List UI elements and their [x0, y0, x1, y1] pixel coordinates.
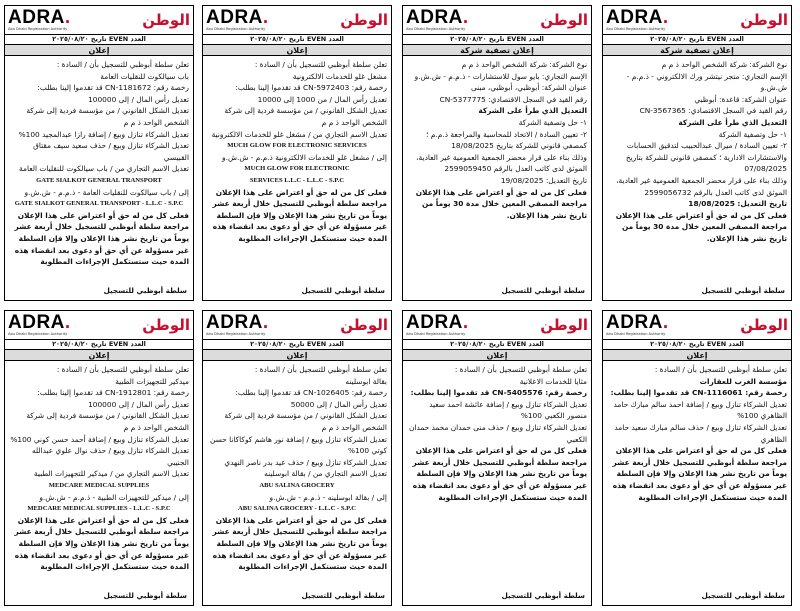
notice-line: بقالة ابوسلينه — [345, 376, 387, 386]
notice-line: إلى / ميدكير للتجهيزات الطبية - ذ.م.م - ش.ش.و — [39, 492, 189, 502]
notice-line: ٢- تعيين السادة / الاتحاد للمحاسبة والمراجعة ذ.م.م ؛ كمصفي قانوني للشركة بتاريخ 18/08/2025 — [426, 129, 587, 151]
notice-body — [403, 361, 591, 581]
notice-body — [603, 56, 791, 276]
alwatan-logo: الوطن — [740, 316, 788, 334]
notice-line: رقم القيد في السجل الاقتصادي: CN-5377775 — [439, 94, 587, 104]
notice-line: MUCH GLOW FOR ELECTRONIC — [244, 165, 350, 173]
notice-header — [403, 6, 591, 34]
issue-date: العدد EVEN تاريخ ٢٠٢٥/٠٨/٢٠ — [5, 34, 193, 44]
issue-date: العدد EVEN تاريخ ٢٠٢٥/٠٨/٢٠ — [403, 339, 591, 349]
notice-line: MEDCARE MEDICAL SUPPLIES - L.L.C - S.P.C — [27, 505, 171, 513]
alwatan-logo: الوطن — [142, 11, 190, 29]
alwatan-logo: الوطن — [142, 316, 190, 334]
notice-line: MUCH GLOW FOR ELECTRONIC SERVICES — [227, 142, 367, 150]
notice-line: تعديل الاسم التجاري من / مشغل غلو للخدمات الالكترونية — [211, 129, 387, 139]
notice-footer: سلطة أبوظبي للتسجيل — [301, 591, 385, 600]
alwatan-logo: الوطن — [540, 11, 588, 29]
notice-line: تعديل الشركاء تنازل وبيع / إضافة عائشة احمد سعيد منصور الكعبي 100% — [429, 399, 587, 421]
notice-line: إلى / بقالة ابوسلينه - ذ.م.م - ش.ش.و — [269, 492, 387, 502]
notice-6 — [402, 310, 592, 606]
alwatan-logo: الوطن — [340, 316, 388, 334]
notice-line: ABU SALINA GROCERY - L.L.C - S.P.C — [238, 505, 356, 513]
adra-logo-text: ADRA — [406, 312, 463, 333]
notice-line: تاريخ التعديل: 18/08/2025 — [688, 199, 787, 209]
notice-header — [203, 6, 391, 34]
adra-logo-text: ADRA — [206, 312, 263, 333]
notice-title: إعلان — [603, 349, 791, 361]
notice-line: رخصة رقم: CN-1026405 قد تقدموا إلينا بطلب: — [235, 388, 387, 398]
notice-body — [403, 56, 591, 276]
notice-line: فعلى كل من له حق أو اعتراض على هذا الإعلان مراجعة سلطة أبوظبي للتسجيل خلال أربعة عشر يوماً من تاريخ نشر هذا الإعلان وإلا فإن السلطة غير مسؤولة عن أي حق أو دعوى بعد انقضاء هذه المدة حيث ستستكمل الإجراءات المطلوبة — [14, 210, 189, 267]
notice-line: تعديل الشكل القانوني / من مؤسسة فردية إلى شركة الشخص الواحد ذ م م — [26, 411, 189, 432]
notice-5 — [602, 310, 792, 606]
notice-line: تعديل رأس المال / إلى 100000 — [88, 399, 189, 409]
adra-logo-subtitle: Abu Dhabi Registration Authority — [8, 27, 68, 31]
notice-footer: سلطة أبوظبي للتسجيل — [701, 286, 785, 295]
notice-line: تعديل الشركاء تنازل وبيع / حذف منى حمدان محمد حمدان الكعبي — [408, 422, 587, 444]
adra-logo: ADRA. Abu Dhabi Registration Authority — [8, 7, 71, 31]
notice-line: باب سيالكوت للنقليات العامة — [100, 71, 189, 81]
adra-logo-subtitle: Abu Dhabi Registration Authority — [206, 27, 266, 31]
notice-line: تعلن سلطة أبوظبي للتسجيل بأن / السادة : — [654, 365, 787, 374]
notice-line: SERVICES L.L.C - L.L.C - S.P.C — [249, 176, 345, 184]
notice-line: تعديل الاسم التجاري من / باب سيالكوت للنقليات العامة — [19, 164, 189, 174]
notice-3 — [202, 5, 392, 301]
issue-date: العدد EVEN تاريخ ٢٠٢٥/٠٨/٢٠ — [203, 339, 391, 349]
adra-logo-subtitle: Abu Dhabi Registration Authority — [406, 332, 466, 336]
notice-line: تعديل الشكل القانوني / من مؤسسة فردية إلى شركة الشخص الواحد ذ م م — [26, 106, 189, 127]
notice-2 — [402, 5, 592, 301]
adra-logo-subtitle: Abu Dhabi Registration Authority — [606, 332, 666, 336]
notice-line: تعديل الشركاء تنازل وبيع / إضافة احمد سالم مبارك حامد الظاهري 100% — [613, 399, 787, 421]
adra-logo-subtitle: Abu Dhabi Registration Authority — [206, 332, 266, 336]
notice-line: مثايا للخدمات الاعلانية — [519, 376, 587, 386]
notice-line: التعديل الذي طرأ على الشركة — [478, 106, 587, 116]
issue-date: العدد EVEN تاريخ ٢٠٢٥/٠٨/٢٠ — [5, 339, 193, 349]
notice-line: رخصة رقم: CN-5405576 قد تقدموا إلينا بطلب: — [410, 388, 587, 398]
notice-line: رخصة رقم: CN-1912801 قد تقدموا إلينا بطلب: — [37, 388, 189, 398]
notice-line: تعديل الشركاء تنازل وبيع / إضافة أحمد حسن كوني 100% — [10, 434, 189, 444]
notice-line: تعديل الاسم التجاري من / ميدكير للتجهيزات الطبية — [33, 469, 189, 479]
notice-line: GATE SIALKOT GENERAL TRANSPORT - L.L.C - S.P.C — [14, 200, 184, 208]
adra-logo: ADRA. Abu Dhabi Registration Authority — [606, 312, 669, 336]
notice-line: تعديل الشكل القانوني / من مؤسسة فردية إلى شركة الشخص الواحد ذ م م — [224, 411, 387, 432]
notice-line: تعديل الاسم التجاري من / بقالة ابوسلينه — [264, 469, 387, 479]
notice-line: GATE SIALKOT GENERAL TRANSPORT — [36, 176, 162, 184]
notice-line: فعلى كل من له حق أو اعتراض على هذا الإعلان مراجعة المصفي المعين خلال مدة 30 يوماً من تاريخ نشر هذا الإعلان. — [615, 210, 787, 243]
notice-line: تعلن سلطة أبوظبي للتسجيل بأن / السادة : — [254, 60, 387, 69]
notice-line: ميدكير للتجهيزات الطبية — [115, 376, 189, 386]
notice-line: وذلك بناء على قرار محضر الجمعية العمومية غير العادية، الموثق لدى كاتب العدل بالرقم 2599056732 — [616, 175, 787, 197]
notice-footer: سلطة أبوظبي للتسجيل — [103, 591, 187, 600]
notice-header — [5, 311, 193, 339]
notice-1 — [602, 5, 792, 301]
alwatan-logo: الوطن — [340, 11, 388, 29]
notice-line: تعديل الشركاء تنازل وبيع / حذف نوال علوي عبدالله الجنيبي — [31, 446, 189, 467]
notice-line: مشغل غلو للخدمات الالكترونية — [292, 71, 387, 81]
issue-date: العدد EVEN تاريخ ٢٠٢٥/٠٨/٢٠ — [403, 34, 591, 44]
alwatan-logo: الوطن — [540, 316, 588, 334]
notice-header — [603, 311, 791, 339]
notice-title: إعلان — [203, 349, 391, 361]
notice-line: تعلن سلطة أبوظبي للتسجيل بأن / السادة : — [56, 60, 189, 69]
notice-line: رخصة رقم: CN-1116061 قد تقدموا إلينا بطلب: — [610, 388, 787, 398]
notice-title: إعلان — [5, 44, 193, 56]
notice-line: وذلك بناء على قرار محضر الجمعية العمومية غير العادية، الموثق لدى كاتب العدل بالرقم 2599059450 — [416, 152, 587, 174]
notice-line: نوع الشركة: شركة الشخص الواحد ذ م م — [461, 60, 587, 69]
issue-date: العدد EVEN تاريخ ٢٠٢٥/٠٨/٢٠ — [203, 34, 391, 44]
notice-footer: سلطة أبوظبي للتسجيل — [301, 286, 385, 295]
notice-line: عنوان الشركة: قاعدة: أبوظبي — [694, 94, 787, 104]
adra-logo: ADRA. Abu Dhabi Registration Authority — [206, 7, 269, 31]
notice-line: تاريخ التعديل: 19/08/2025 — [500, 175, 587, 185]
notice-header — [203, 311, 391, 339]
notice-line: تعديل رأس المال / إلى 50000 — [290, 399, 387, 409]
notice-line: تعديل الشركاء تنازل وبيع / إضافة نور هاشم كوكاكانا حسن كوتي 100% — [209, 434, 387, 456]
adra-logo: ADRA. Abu Dhabi Registration Authority — [8, 312, 71, 336]
notice-line: تعديل الشركاء تنازل وبيع / حذف عيد بدر ناصر النهدي — [224, 457, 387, 467]
notice-title: إعلان تصفية شركة — [403, 44, 591, 56]
notice-footer: سلطة أبوظبي للتسجيل — [701, 591, 785, 600]
notice-line: إلى / مشغل غلو للخدمات الالكترونية ذ.م.م - ش.ش.و — [222, 152, 387, 162]
notice-line: رقم القيد في السجل الاقتصادي: CN-3567365 — [639, 106, 787, 116]
notice-line: تعديل الشكل القانوني / من مؤسسة فردية إلى شركة الشخص الواحد ذ م م — [224, 106, 387, 127]
notice-body — [603, 361, 791, 581]
notice-line: MEDCARE MEDICAL SUPPLIES — [48, 481, 150, 489]
notice-line: تعلن سلطة أبوظبي للتسجيل بأن / السادة : — [56, 365, 189, 374]
adra-logo-text: ADRA — [606, 312, 663, 333]
notice-line: رخصة رقم: CN-5972403 قد تقدموا إلينا بطلب: — [235, 83, 387, 93]
notice-title: إعلان — [5, 349, 193, 361]
notice-body — [5, 56, 193, 276]
notice-line: نوع الشركة: شركة الشخص الواحد ذ م م — [661, 60, 787, 69]
notice-line: فعلى كل من له حق أو اعتراض على هذا الإعلان مراجعة سلطة أبوظبي للتسجيل خلال أربعة عشر يوماً من تاريخ نشر هذا الإعلان وإلا فإن السلطة غير مسؤولة عن أي حق أو دعوى بعد انقضاء هذه المدة حيث ستستكمل الإجراءات المطلوبة — [14, 515, 189, 572]
adra-logo-text: ADRA — [8, 7, 65, 28]
adra-logo: ADRA. Abu Dhabi Registration Authority — [406, 312, 469, 336]
notice-line: فعلى كل من له حق أو اعتراض على هذا الإعلان مراجعة سلطة أبوظبي للتسجيل خلال أربعة عشر يوماً من تاريخ نشر هذا الإعلان وإلا فإن السلطة غير مسؤولة عن أي حق أو دعوى بعد انقضاء هذه المدة حيث ستستكمل الإجراءات المطلوبة — [212, 187, 387, 243]
notice-line: عنوان الشركة: أبوظبي، أبوظبي، مبنى — [470, 83, 587, 93]
adra-logo: ADRA. Abu Dhabi Registration Authority — [206, 312, 269, 336]
adra-logo-text: ADRA — [606, 7, 663, 28]
notice-line: الإسم التجاري: بايو سول للاستشارات - ذ.م.م - ش.ش.و — [414, 71, 587, 81]
adra-logo-text: ADRA — [8, 312, 65, 333]
notice-line: فعلى كل من له حق أو اعتراض على هذا الإعلان مراجعة سلطة أبوظبي للتسجيل خلال أربعة عشر يوماً من تاريخ نشر هذا الإعلان وإلا فإن السلطة غير مسؤولة عن أي حق أو دعوى بعد انقضاء هذه المدة حيث ستستكمل الإجراءات المطلوبة — [412, 446, 587, 502]
notice-footer: سلطة أبوظبي للتسجيل — [103, 286, 187, 295]
notice-line: تعديل رأس المال / من 1000 إلى 10000 — [257, 94, 387, 104]
notice-7 — [202, 310, 392, 606]
notice-line: فعلى كل من له حق أو اعتراض على هذا الإعلان مراجعة سلطة أبوظبي للتسجيل خلال أربعة عشر يوماً من تاريخ نشر هذا الإعلان وإلا فإن السلطة غير مسؤولة عن أي حق أو دعوى بعد انقضاء هذه المدة حيث ستستكمل الإجراءات المطلوبة — [612, 446, 787, 502]
notice-body — [203, 56, 391, 276]
notice-header — [403, 311, 591, 339]
notice-line: تعديل الشركاء تنازل وبيع / حذف سعيد سيف مقتاق القبيسي — [33, 141, 189, 162]
notice-title: إعلان — [203, 44, 391, 56]
alwatan-logo: الوطن — [740, 11, 788, 29]
adra-logo-text: ADRA — [206, 7, 263, 28]
notice-line: ABU SALINA GROCERY — [259, 481, 335, 489]
notice-line: رخصة رقم: CN-1181672 قد تقدموا إلينا بطلب: — [37, 83, 189, 93]
notice-line: ١- حل وتصفية الشركة — [518, 117, 587, 127]
notice-footer: سلطة أبوظبي للتسجيل — [501, 286, 585, 295]
notice-line: ٢- تعيين السادة / ميرال عبدالحبيب لتدقيق الحسابات والاستشارات الادارية ؛ كمصفي قانوني للشركة بتاريخ 07/08/2025 — [625, 141, 787, 174]
notice-8 — [4, 310, 194, 606]
adra-logo: ADRA. Abu Dhabi Registration Authority — [406, 7, 469, 31]
notice-footer: سلطة أبوظبي للتسجيل — [501, 591, 585, 600]
notice-title: إعلان — [403, 349, 591, 361]
notice-line: ١- حل وتصفية الشركة — [718, 129, 787, 139]
adra-logo-subtitle: Abu Dhabi Registration Authority — [8, 332, 68, 336]
notice-line: تعديل رأس المال / إلى 100000 — [88, 94, 189, 104]
notice-header — [5, 6, 193, 34]
adra-logo-subtitle: Abu Dhabi Registration Authority — [606, 27, 666, 31]
adra-logo-subtitle: Abu Dhabi Registration Authority — [406, 27, 466, 31]
notice-header — [603, 6, 791, 34]
issue-date: العدد EVEN تاريخ ٢٠٢٥/٠٨/٢٠ — [603, 339, 791, 349]
notice-line: تعلن سلطة أبوظبي للتسجيل بأن / السادة : — [454, 365, 587, 374]
notice-title: إعلان تصفية شركة — [603, 44, 791, 56]
adra-logo: ADRA. Abu Dhabi Registration Authority — [606, 7, 669, 31]
notice-line: تعلن سلطة أبوظبي للتسجيل بأن / السادة : — [254, 365, 387, 374]
notice-line: إلى / باب سيالكوت للنقليات العامة - ذ.م.م - ش.ش.و — [24, 187, 189, 197]
notice-body — [203, 361, 391, 581]
notice-4 — [4, 5, 194, 301]
notice-line: تعديل الشركاء تنازل وبيع / حذف سالم مبارك سعيد حامد الظاهري — [614, 422, 787, 444]
notice-line: فعلى كل من له حق أو اعتراض على هذا الإعلان مراجعة سلطة أبوظبي للتسجيل خلال أربعة عشر يوماً من تاريخ نشر هذا الإعلان وإلا فإن السلطة غير مسؤولة عن أي حق أو دعوى بعد انقضاء هذه المدة حيث ستستكمل الإجراءات المطلوبة — [212, 515, 387, 572]
notice-body — [5, 361, 193, 581]
notice-line: تعديل الشركاء تنازل وبيع / إضافة رازا عبدالمجيد 100% — [18, 129, 189, 139]
notice-line: الإسم التجاري: متجر نيتشر ورك الالكتروني - ذ.م.م - ش.ش.و — [626, 71, 787, 93]
issue-date: العدد EVEN تاريخ ٢٠٢٥/٠٨/٢٠ — [603, 34, 791, 44]
adra-logo-text: ADRA — [406, 7, 463, 28]
notice-line: مؤسسة الغرب للعقارات — [699, 376, 787, 386]
notice-line: فعلى كل من له حق أو اعتراض على هذا الإعلان مراجعة المصفي المعين خلال مدة 30 يوماً من تاريخ نشر هذا الإعلان. — [415, 187, 587, 220]
notice-line: التعديل الذي طرأ على الشركة — [678, 117, 787, 127]
